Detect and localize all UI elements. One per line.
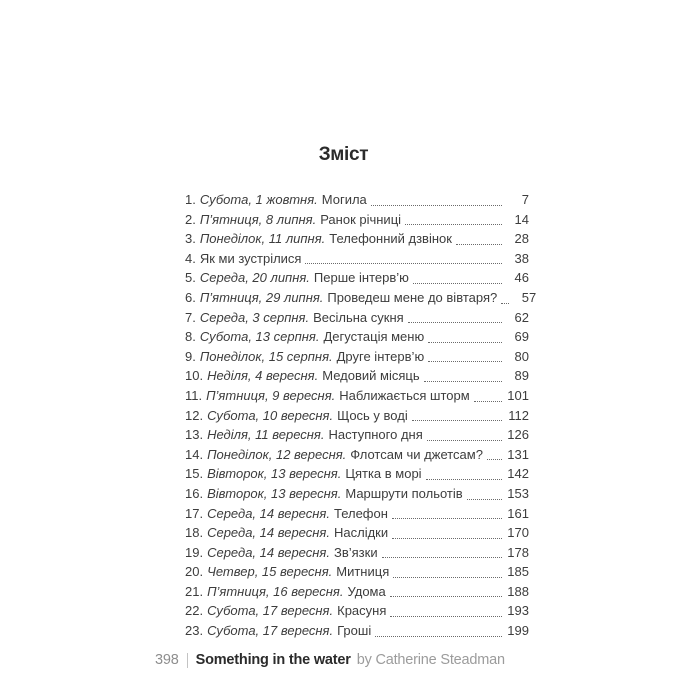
toc-entry [185,582,529,602]
toc-entry-date: Субота, 17 вересня. [207,603,334,619]
toc-entry [185,190,529,210]
toc-entry-title: Флотсам чи джетсам? [350,446,483,462]
toc-entry-date: Вівторок, 13 вересня. [207,485,342,501]
toc-entry-number: 21. [185,583,204,599]
toc-entry-number: 12. [185,407,204,423]
toc-entry-title: Маршрути польотів [345,485,463,501]
toc-entry-number: 6. [185,289,196,305]
toc-entry [185,504,529,524]
toc-entry [185,268,529,288]
toc-entry-title: Перше інтерв’ю [313,270,409,286]
toc-entry-page: 185 [507,564,529,580]
toc-entry-date: Середа, 14 вересня. [207,505,330,521]
toc-entry [185,327,529,347]
toc-entry [185,249,529,269]
toc-entry-date: Середа, 14 вересня. [207,544,330,560]
dot-leader [375,636,502,637]
toc-entry-page: 38 [514,250,529,266]
dot-leader [392,538,502,539]
toc-entry-date: Середа, 20 липня. [199,270,310,286]
toc-entry-number: 20. [185,564,204,580]
dot-leader [424,381,502,382]
toc-entry-number: 16. [185,485,204,501]
toc-entry-title: Цятка в морі [345,466,422,482]
dot-leader [413,283,502,284]
toc-entry-date: П’ятниця, 29 липня. [199,289,324,305]
toc-entry-title: Наступного дня [328,427,423,443]
toc-entry-number: 11. [185,387,203,403]
toc-entry-page: 126 [507,427,529,443]
toc-entry-number: 17. [185,505,204,521]
toc-entry-date: Середа, 14 вересня. [207,525,330,541]
dot-leader [371,205,502,206]
toc-entry-number: 15. [185,466,204,482]
dot-leader [382,557,502,558]
toc-entry-title: Зв’язки [333,544,378,560]
toc-entry-title: Щось у воді [337,407,408,423]
dot-leader [405,224,502,225]
toc-entry [185,484,529,504]
toc-entry-number: 3. [185,231,196,247]
toc-entry [185,425,529,445]
toc-entry-title: Наслідки [333,525,389,541]
footer-book-title: Something in the water [195,652,351,668]
toc-entry-title: Проведеш мене до вівтаря? [327,289,498,305]
toc-entry-date: Субота, 1 жовтня. [199,192,318,207]
toc-entry [185,601,529,621]
toc-entry-page: 112 [508,407,529,423]
toc-entry-date: Неділя, 11 вересня. [207,427,325,443]
toc-entry-page: 28 [514,231,529,247]
page-footer [155,652,505,668]
dot-leader [393,577,502,578]
toc-entry-title: Як ми зустрілися [199,250,302,266]
toc-entry-title: Могила [321,192,367,207]
dot-leader [427,440,502,441]
toc-entry-number: 8. [185,329,196,345]
toc-entry-title: Наближається шторм [339,387,470,403]
toc-entry-page: 142 [507,466,529,482]
toc-entry [185,366,529,386]
footer-author: by Catherine Steadman [356,652,505,668]
footer-divider [187,653,188,668]
toc-entry-number: 23. [185,623,204,639]
dot-leader [390,616,502,617]
toc-entry-date: Середа, 3 серпня. [199,309,310,325]
toc-entry [185,562,529,582]
page-title: Зміст [318,144,369,165]
toc-entry-title: Весільна сукня [313,309,404,325]
toc-entry-date: Понеділок, 12 вересня. [207,446,347,462]
toc-entry-number: 9. [185,348,196,364]
toc-entry-page: 69 [514,329,529,345]
toc-entry-number: 19. [185,544,204,560]
dot-leader [487,459,502,460]
toc-entry-date: Понеділок, 11 липня. [199,231,326,247]
toc-entry-page: 80 [514,348,529,364]
toc-entry-page: 7 [521,192,529,207]
toc-entry-page: 57 [521,289,537,305]
dot-leader [428,342,502,343]
toc-entry-title: Митниця [336,564,390,580]
toc-entry-page: 89 [514,368,529,384]
toc-entry-number: 7. [185,309,196,325]
toc-entry-date: Субота, 13 серпня. [199,329,320,345]
dot-leader [392,518,502,519]
dot-leader [501,303,509,304]
toc-list [185,190,537,641]
toc-entry-page: 170 [507,525,529,541]
toc-entry-date: Понеділок, 15 серпня. [199,348,333,364]
toc-entry [185,445,529,465]
toc-entry-date: П’ятниця, 9 вересня. [206,387,336,403]
toc-entry-title: Гроші [337,623,372,639]
toc-entry-date: Четвер, 15 вересня. [207,564,333,580]
toc-entry [185,621,529,641]
toc-entry-title: Красуня [337,603,387,619]
dot-leader [390,596,502,597]
toc-entry [185,406,529,426]
toc-entry-page: 153 [507,485,529,501]
toc-entry-date: Субота, 17 вересня. [207,623,334,639]
toc-entry-title: Медовий місяць [322,368,420,384]
toc-entry-page: 188 [507,583,529,599]
toc-entry-number: 1. [185,192,196,207]
toc-entry [185,210,529,230]
toc-entry-date: Неділя, 4 вересня. [207,368,319,384]
toc-entry [185,464,529,484]
toc-entry-title: Ранок річниці [320,211,402,227]
toc-entry-page: 193 [507,603,529,619]
toc-entry-number: 22. [185,603,204,619]
toc-entry [185,523,529,543]
toc-entry-number: 2. [185,211,196,227]
dot-leader [474,401,502,402]
toc-entry [185,347,529,367]
toc-entry-title: Друге інтерв’ю [336,348,425,364]
toc-entry-title: Телефон [333,505,388,521]
toc-entry-page: 199 [507,623,529,639]
dot-leader [305,263,502,264]
dot-leader [412,420,502,421]
toc-entry-title: Телефонний дзвінок [329,231,452,247]
footer-page-number: 398 [155,652,179,668]
toc-entry-page: 62 [514,309,529,325]
toc-entry-title: Дегустація меню [323,329,425,345]
dot-leader [456,244,502,245]
toc-entry [185,308,529,328]
toc-entry [185,386,529,406]
toc-entry-date: Вівторок, 13 вересня. [207,466,342,482]
toc-entry-number: 4. [185,250,196,266]
toc-entry-date: П’ятниця, 16 вересня. [207,583,344,599]
toc-entry-title: Удома [347,583,386,599]
toc-entry-page: 161 [507,505,529,521]
toc-entry-number: 14. [185,446,204,462]
toc-entry-number: 18. [185,525,204,541]
toc-entry-date: Субота, 10 вересня. [207,407,334,423]
toc-entry-page: 46 [514,270,529,286]
toc-entry [185,229,529,249]
toc-entry-page: 101 [507,387,529,403]
dot-leader [426,479,502,480]
toc-entry-number: 10. [185,368,204,384]
toc-entry-page: 131 [507,446,529,462]
dot-leader [408,322,502,323]
toc-entry [185,543,529,563]
toc-entry-number: 5. [185,270,196,286]
dot-leader [467,499,502,500]
toc-entry [185,288,537,308]
toc-entry-number: 13. [185,427,204,443]
dot-leader [428,361,502,362]
toc-entry-page: 14 [514,211,529,227]
toc-entry-date: П’ятниця, 8 липня. [199,211,317,227]
toc-entry-page: 178 [507,544,529,560]
